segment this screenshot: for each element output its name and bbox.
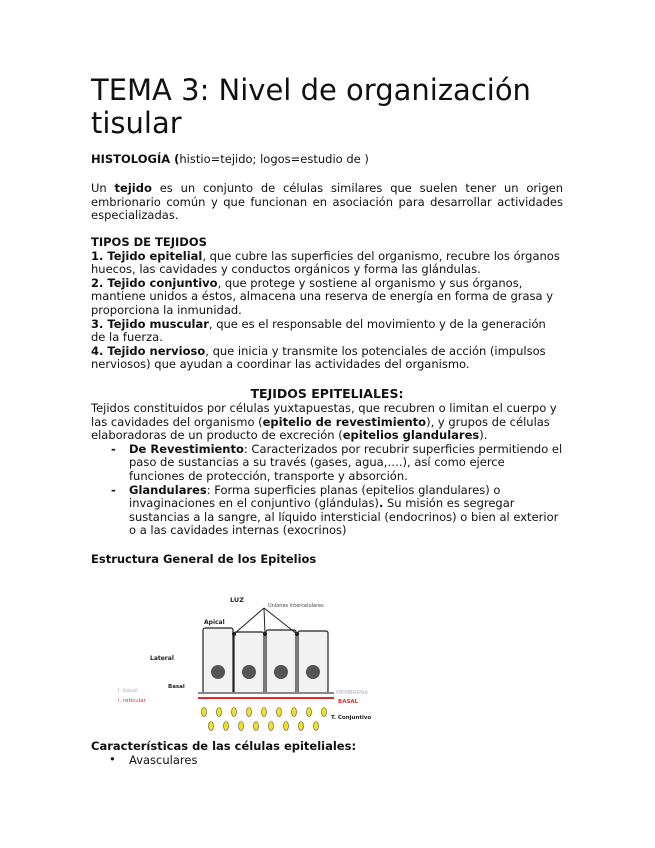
tipo-item: 4. Tejido nervioso, que inicia y transmite los potenciales de acción (impulsos nerviosos) que ayudan a coordinar las actividades del organismo. — [91, 343, 546, 372]
label-t-conjuntivo: T. Conjuntivo — [331, 715, 372, 721]
label-luz: LUZ — [230, 596, 244, 604]
histologia-line — [91, 153, 563, 167]
epiteliales-paragraph: Tejidos constituidos por células yuxtapuestas, que recubren o limitan el cuerpo y las cavidades del organismo (epitelio de revestimiento), y grupos de células elaboradoras de un producto de excreción (epitelios glandulares). — [91, 401, 557, 443]
epiteliales-section — [91, 402, 563, 538]
epitelio-types-list — [91, 443, 563, 538]
label-uniones: Uniones intercelulares — [268, 603, 324, 609]
list-item: • Avasculares — [109, 751, 198, 767]
cell-nucleus — [306, 665, 320, 679]
epithelial-cell — [266, 630, 296, 693]
page-title: TEMA 3: Nivel de organización tisular — [91, 73, 531, 140]
epithelium-diagram — [116, 590, 386, 735]
label-l-reticular: l. reticular — [118, 698, 146, 704]
dash-bullet: - — [111, 441, 116, 456]
tipos-section — [91, 236, 563, 372]
tipo-item: 3. Tejido muscular, que es el responsable del movimiento y de la generación de la fuerza. — [91, 316, 546, 345]
connective-fibers — [202, 708, 327, 731]
tipo-item: 2. Tejido conjuntivo, que protege y sostiene al organismo y sus órganos, mantiene unidos a éstos, almacena una reserva de energía en forma de grasa y proporciona la inmunidad. — [91, 275, 554, 317]
epithelial-cell — [234, 632, 264, 693]
cell-nucleus — [211, 665, 225, 679]
cell-nucleus — [242, 665, 256, 679]
tipos-heading: TIPOS DE TEJIDOS — [91, 235, 207, 249]
label-lateral: Lateral — [150, 655, 174, 662]
list-item: - De Revestimiento: Caracterizados por recubrir superficies permitiendo el paso de sustancias a su través (gases, agua,….), así como ejerce funciones de protección, transporte y absorción. — [111, 441, 563, 483]
dash-bullet: - — [111, 482, 116, 497]
epithelial-cell — [298, 631, 328, 693]
epithelial-cells — [203, 628, 328, 693]
label-basal: Basal — [168, 684, 185, 690]
cell-nucleus — [274, 665, 288, 679]
list-item: - Glandulares: Forma superficies planas (epitelios glandulares) o invaginaciones en el conjuntivo (glándulas). Su misión es segregar sustancias a la sangre, al líquido intersticial (endocrinos) o bien al exterior o a las cavidades internas (exocrinos) — [111, 482, 559, 538]
intro-paragraph: Un tejido es un conjunto de células similares que suelen tener un origen embrionario común y que funcionan en asociación para desarrollar actividades especializadas. — [91, 181, 563, 223]
histologia-definition: histio=tejido; logos=estudio de ) — [179, 152, 369, 166]
caracteristicas-heading: Características de las células epiteliales: — [91, 739, 357, 753]
estructura-heading: Estructura General de los Epitelios — [91, 552, 317, 566]
intro-term: tejido — [114, 181, 152, 195]
dot-bullet: • — [109, 751, 116, 766]
histologia-label: HISTOLOGÍA ( — [91, 152, 180, 166]
epiteliales-heading: TEJIDOS EPITELIALES: — [250, 386, 404, 401]
tipo-item: 1. Tejido epitelial, que cubre las superficies del organismo, recubre los órganos huecos, las cavidades y conductos orgánicos y forma las glándulas. — [91, 248, 560, 277]
label-membrana: MEMBRANA — [336, 690, 368, 696]
label-l-basal: l. basal — [118, 688, 138, 694]
caracteristicas-list — [91, 751, 563, 768]
caracteristicas-section — [91, 740, 563, 767]
epithelial-cell — [203, 628, 233, 693]
label-basal-caps: BASAL — [338, 699, 359, 705]
label-apical: Apical — [204, 619, 225, 626]
